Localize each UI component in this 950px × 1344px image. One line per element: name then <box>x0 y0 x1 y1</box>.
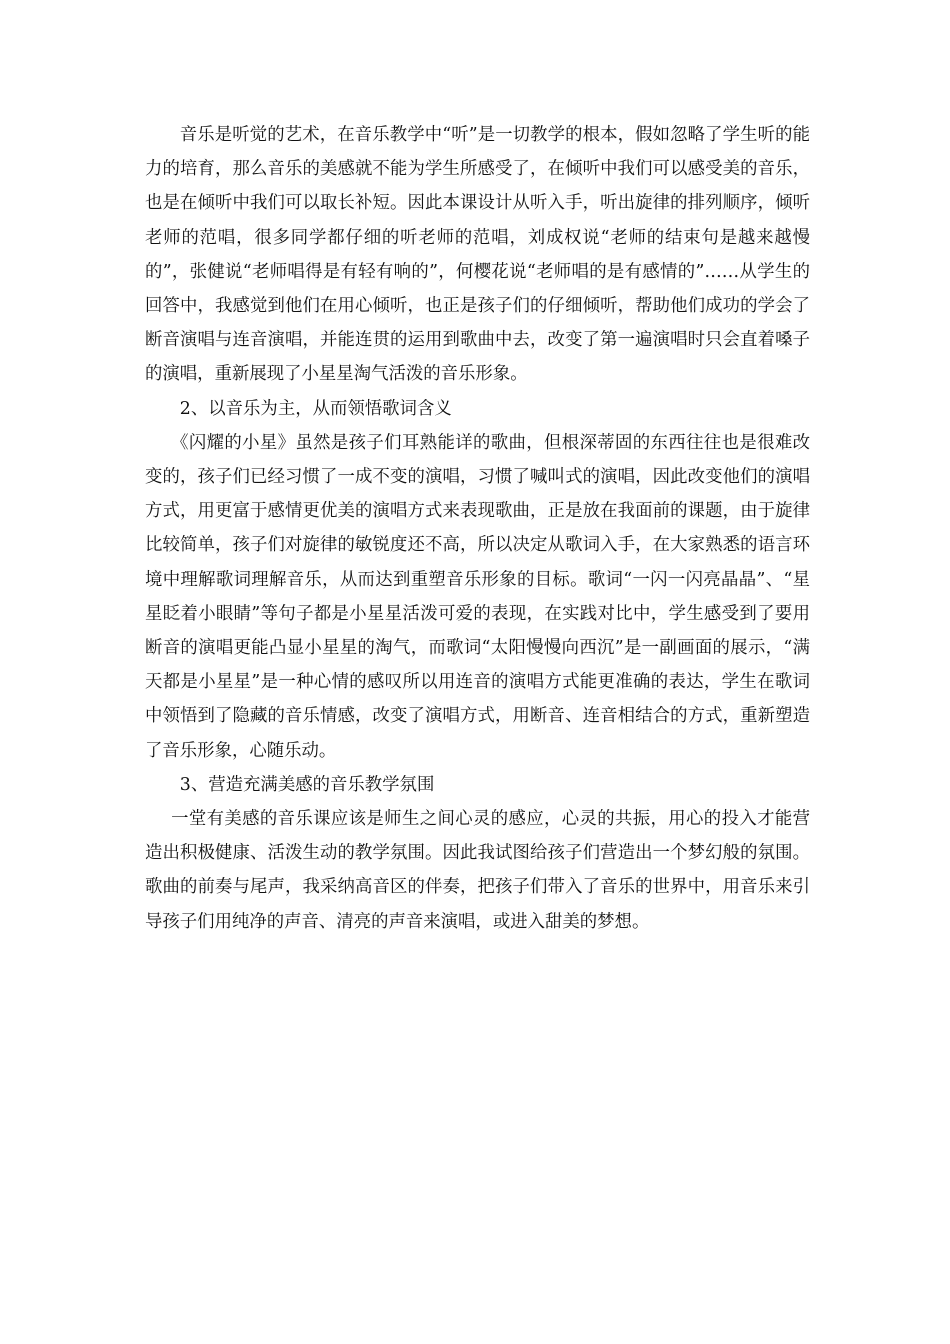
paragraph-listening: 音乐是听觉的艺术，在音乐教学中“听”是一切教学的根本，假如忽略了学生听的能力的培育，那么音乐的美感就不能为学生所感受了，在倾听中我们可以感受美的音乐，也是在倾听中我们可以取长补短。因此本课设计从听入手，听出旋律的排列顺序，倾听老师的范唱，很多同学都仔细的听老师的范唱，刘成权说“老师的结束句是越来越慢的”，张健说“老师唱得是有轻有响的”，何樱花说“老师唱的是有感情的”……从学生的回答中，我感觉到他们在用心倾听，也正是孩子们的仔细倾听，帮助他们成功的学会了断音演唱与连音演唱，并能连贯的运用到歌曲中去，改变了第一遍演唱时只会直着嗓子的演唱，重新展现了小星星淘气活泼的音乐形象。 <box>145 125 810 385</box>
document-body <box>145 118 810 939</box>
paragraph-atmosphere: 一堂有美感的音乐课应该是师生之间心灵的感应，心灵的共振，用心的投入才能营造出积极健康、活泼生动的教学氛围。因此我试图给孩子们营造出一个梦幻般的氛围。歌曲的前奏与尾声，我采纳高音区的伴奏，把孩子们带入了音乐的世界中，用音乐来引导孩子们用纯净的声音、清亮的声音来演唱，或进入甜美的梦想。 <box>145 809 810 932</box>
section-heading-3: 3、营造充满美感的音乐教学氛围 <box>179 774 435 795</box>
paragraph-lyrics: 《闪耀的小星》虽然是孩子们耳熟能详的歌曲，但根深蒂固的东西往往也是很难改变的，孩子们已经习惯了一成不变的演唱，习惯了喊叫式的演唱，因此改变他们的演唱方式，用更富于感情更优美的演唱方式来表现歌曲，正是放在我面前的课题，由于旋律比较简单，孩子们对旋律的敏锐度还不高，所以决定从歌词入手，在大家熟悉的语言环境中理解歌词理解音乐，从而达到重塑音乐形象的目标。歌词“一闪一闪亮晶晶”、“星星眨着小眼睛”等句子都是小星星活泼可爱的表现，在实践对比中，学生感受到了要用断音的演唱更能凸显小星星的淘气，而歌词“太阳慢慢向西沉”是一副画面的展示，“满天都是小星星”是一种心情的感叹所以用连音的演唱方式能更准确的表达，学生在歌词中领悟到了隐藏的音乐情感，改变了演唱方式，用断音、连音相结合的方式，重新塑造了音乐形象，心随乐动。 <box>145 432 810 761</box>
section-heading-2: 2、以音乐为主，从而领悟歌词含义 <box>179 398 452 419</box>
